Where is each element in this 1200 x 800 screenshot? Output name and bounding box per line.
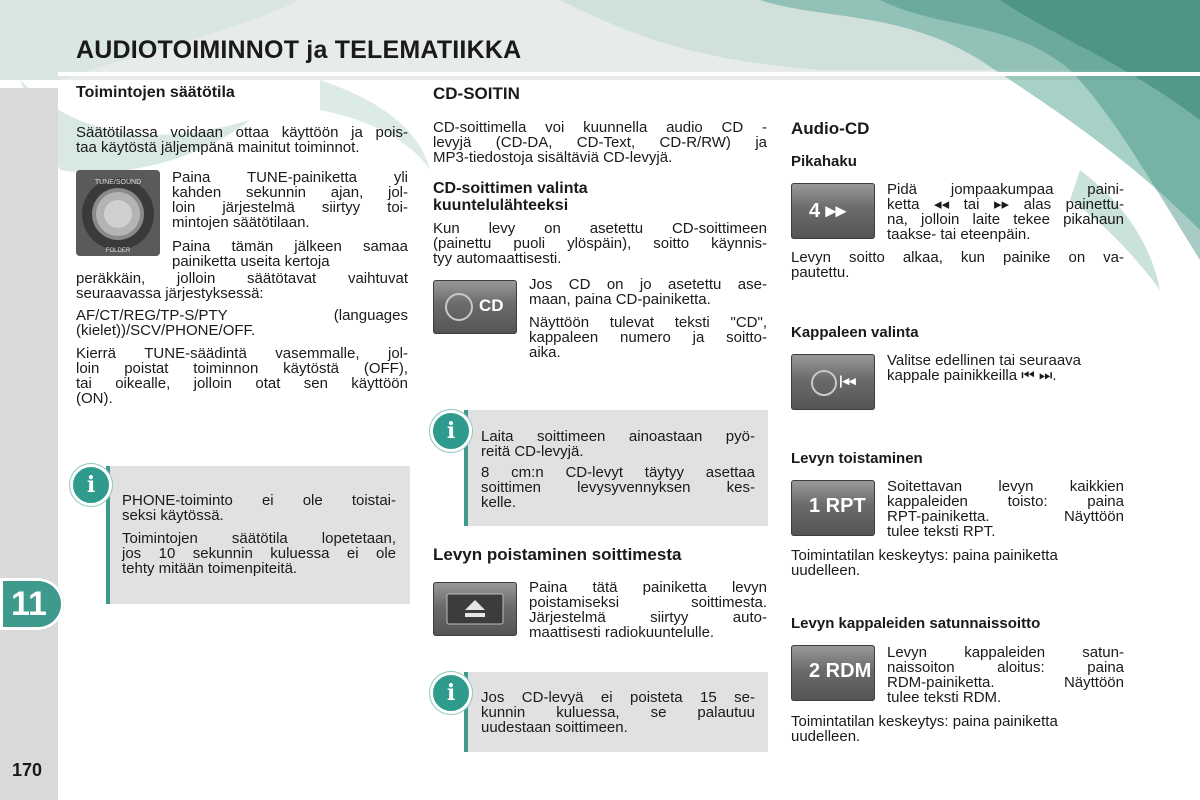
- random-button-label: 2 RDM: [809, 660, 872, 682]
- text-line: Paina TUNE-painiketta yli: [172, 169, 408, 186]
- text-line: 8 cm:n CD-levyt täytyy asettaa: [481, 464, 755, 481]
- info-icon: i: [430, 672, 472, 714]
- subheading-eject: Levyn poistaminen soittimesta: [433, 545, 682, 564]
- eject-icon: [433, 582, 517, 636]
- text-line: RDM-painiketta. Näyttöön: [887, 674, 1124, 691]
- text-line: uudelleen.: [791, 728, 861, 745]
- text-line: kappaleen numero ja soitto-: [529, 329, 767, 346]
- info-icon: i: [430, 410, 472, 452]
- repeat-button-label: 1 RPT: [809, 495, 866, 517]
- repeat-text: [887, 479, 1124, 539]
- text-line: mintojen säätötilaan.: [172, 214, 310, 231]
- cd-button-image: [433, 280, 517, 334]
- info-phone-text-2: [122, 531, 396, 576]
- info-round-cd-text-1: [481, 429, 755, 459]
- text-line: tehty mitään toimenpiteitä.: [122, 560, 298, 577]
- settings-paragraph-2b: [76, 271, 408, 301]
- info-eject-text: [481, 690, 755, 735]
- text-line: uudestaan soittimeen.: [481, 719, 628, 736]
- text-line: Pidä jompaakumpaa paini-: [887, 181, 1124, 198]
- random-text: [887, 645, 1124, 705]
- subheading-repeat: Levyn toistaminen: [791, 450, 923, 467]
- page-number: 170: [12, 760, 43, 780]
- text-line: taakse- tai eteenpäin.: [887, 226, 1031, 243]
- text-line: Jos CD-levyä ei poisteta 15 se-: [481, 689, 755, 706]
- chapter-number: 11: [11, 585, 47, 623]
- subheading-cd-source: [433, 180, 588, 214]
- tune-sound-knob-image: [76, 170, 160, 256]
- text-line: tulee teksti RPT.: [887, 523, 996, 540]
- text-line: levyjä (CD-DA, CD-Text, CD-R/RW) ja: [433, 134, 767, 151]
- text-line: tai oikealle, jolloin otat sen käyttöön: [76, 375, 408, 392]
- settings-intro: [76, 125, 408, 155]
- text-line: Säätötilassa voidaan ottaa käyttöön ja pois-: [76, 124, 408, 141]
- text-line: kelle.: [481, 494, 517, 511]
- text-line: peräkkäin, jolloin säätötavat vaihtuvat: [76, 270, 408, 287]
- knob-drawing: [76, 170, 160, 256]
- text-line: Toimintatilan keskeytys: paina painiketta: [791, 547, 1058, 564]
- text-line: seuraavassa järjestyksessä:: [76, 285, 264, 302]
- subheading-random: Levyn kappaleiden satunnaissoitto: [791, 615, 1041, 632]
- text-line: kuuntelulähteeksi: [433, 197, 569, 214]
- button-circle: [445, 293, 473, 321]
- text-line: Levyn soitto alkaa, kun painike on va-: [791, 249, 1124, 266]
- text-line: reitä CD-levyjä.: [481, 443, 584, 460]
- text-line: Laita soittimeen ainoastaan pyö-: [481, 428, 755, 445]
- text-line: Toimintatilan keskeytys: paina painiketta: [791, 713, 1058, 730]
- text-line: taa käytöstä jäljempänä mainitut toiminnot.: [76, 139, 360, 156]
- eject-button-image: [433, 582, 517, 636]
- cd-button-text-1: [529, 277, 767, 307]
- repeat-button-image: [791, 480, 875, 536]
- text-line: Kierrä TUNE-säädintä vasemmalle, jol-: [76, 345, 408, 362]
- text-line: CD-soittimen valinta: [433, 180, 588, 197]
- text-line: maattisesti radiokuuntelulle.: [529, 624, 715, 641]
- track-select-text: [887, 353, 1124, 383]
- cd-button-text-2: [529, 315, 767, 360]
- text-line: poistamiseksi soittimesta.: [529, 594, 767, 611]
- text-line: Toimintojen säätötila lopetetaan,: [122, 530, 396, 547]
- settings-paragraph-4: [76, 346, 408, 406]
- settings-paragraph-2a: [172, 239, 408, 269]
- subheading-fast-search: Pikahaku: [791, 153, 857, 170]
- page-title: AUDIOTOIMINNOT ja TELEMATIIKKA: [76, 36, 522, 64]
- text-line: soittimen levysyvennyksen kes-: [481, 479, 755, 496]
- text-line: naissoiton aloitus: paina: [887, 659, 1124, 676]
- text-line: tulee teksti RDM.: [887, 689, 1002, 706]
- settings-paragraph-3: [76, 308, 408, 338]
- text-line: aika.: [529, 344, 561, 361]
- repeat-text-2: [791, 548, 1124, 578]
- button-circle: [811, 370, 837, 396]
- text-line: (ON).: [76, 390, 113, 407]
- knob-top-label: TUNE/SOUND: [94, 179, 142, 186]
- text-line: Soitettavan levyn kaikkien: [887, 478, 1124, 495]
- cd-button-label: CD: [479, 296, 504, 315]
- eject-text: [529, 580, 767, 640]
- text-line: Kun levy on asetettu CD-soittimeen: [433, 220, 767, 237]
- text-line: na, jolloin laite tekee pikahaun: [887, 211, 1124, 228]
- settings-paragraph-1: [172, 170, 408, 230]
- left-margin-strip: [0, 88, 58, 800]
- track-select-button-label: |◂◂: [839, 373, 856, 388]
- fast-search-text: [887, 182, 1124, 242]
- info-icon: i: [70, 464, 112, 506]
- text-line: uudelleen.: [791, 562, 861, 579]
- text-line: maan, paina CD-painiketta.: [529, 291, 711, 308]
- random-button-image: [791, 645, 875, 701]
- text-line: ketta ◂◂ tai ▸▸ alas painettu-: [887, 196, 1124, 213]
- info-round-cd-text-2: [481, 465, 755, 510]
- text-line: Paina tämän jälkeen samaa: [172, 238, 408, 255]
- section-heading-audio-cd: Audio-CD: [791, 119, 870, 138]
- track-select-button-image: [791, 354, 875, 410]
- text-line: painiketta useita kertoja: [172, 253, 330, 270]
- text-line: MP3-tiedostoja sisältäviä CD-levyjä.: [433, 149, 673, 166]
- text-line: loin poistat toiminnon käytöstä (OFF),: [76, 360, 408, 377]
- text-line: CD-soittimella voi kuunnella audio CD -: [433, 119, 767, 136]
- info-phone-text-1: [122, 493, 396, 523]
- text-line: Järjestelmä siirtyy auto-: [529, 609, 767, 626]
- text-line: kunnin kuluessa, se palautuu: [481, 704, 755, 721]
- section-heading-settings-mode: Toimintojen säätötila: [76, 84, 235, 101]
- fast-search-text-2: [791, 250, 1124, 280]
- text-line: jos 10 sekunnin kuluessa ei ole: [122, 545, 396, 562]
- text-line: Valitse edellinen tai seuraava: [887, 352, 1082, 369]
- text-line: Näyttöön tulevat teksti "CD",: [529, 314, 767, 331]
- text-line: RPT-painiketta. Näyttöön: [887, 508, 1124, 525]
- cd-intro: [433, 120, 767, 165]
- subheading-track-select: Kappaleen valinta: [791, 324, 919, 341]
- text-line: tyy automaattisesti.: [433, 250, 562, 267]
- text-line: Paina tätä painiketta levyn: [529, 579, 767, 596]
- text-line: pautettu.: [791, 264, 850, 281]
- section-heading-cd-player: CD-SOITIN: [433, 84, 520, 103]
- text-line: loin järjestelmä siirtyy toi-: [172, 199, 408, 216]
- text-line: kappaleiden toisto: paina: [887, 493, 1124, 510]
- text-line: AF/CT/REG/TP-S/PTY (languages: [76, 307, 408, 324]
- text-line: (kielet))/SCV/PHONE/OFF.: [76, 322, 256, 339]
- text-line: seksi käytössä.: [122, 507, 224, 524]
- knob-bottom-label: FOLDER: [105, 248, 131, 254]
- text-line: Jos CD on jo asetettu ase-: [529, 276, 767, 293]
- fast-forward-button-label: 4 ▸▸: [809, 200, 846, 222]
- text-line: kahden sekunnin ajan, jol-: [172, 184, 408, 201]
- cd-source-text: [433, 221, 767, 266]
- text-line: (painettu puoli ylöspäin), soitto käynnis-: [433, 235, 767, 252]
- text-line: Levyn kappaleiden satun-: [887, 644, 1124, 661]
- fast-forward-button-image: [791, 183, 875, 239]
- text-line: PHONE-toiminto ei ole toistai-: [122, 492, 396, 509]
- random-text-2: [791, 714, 1124, 744]
- text-line: kappale painikkeilla ⏮ ⏭.: [887, 367, 1057, 384]
